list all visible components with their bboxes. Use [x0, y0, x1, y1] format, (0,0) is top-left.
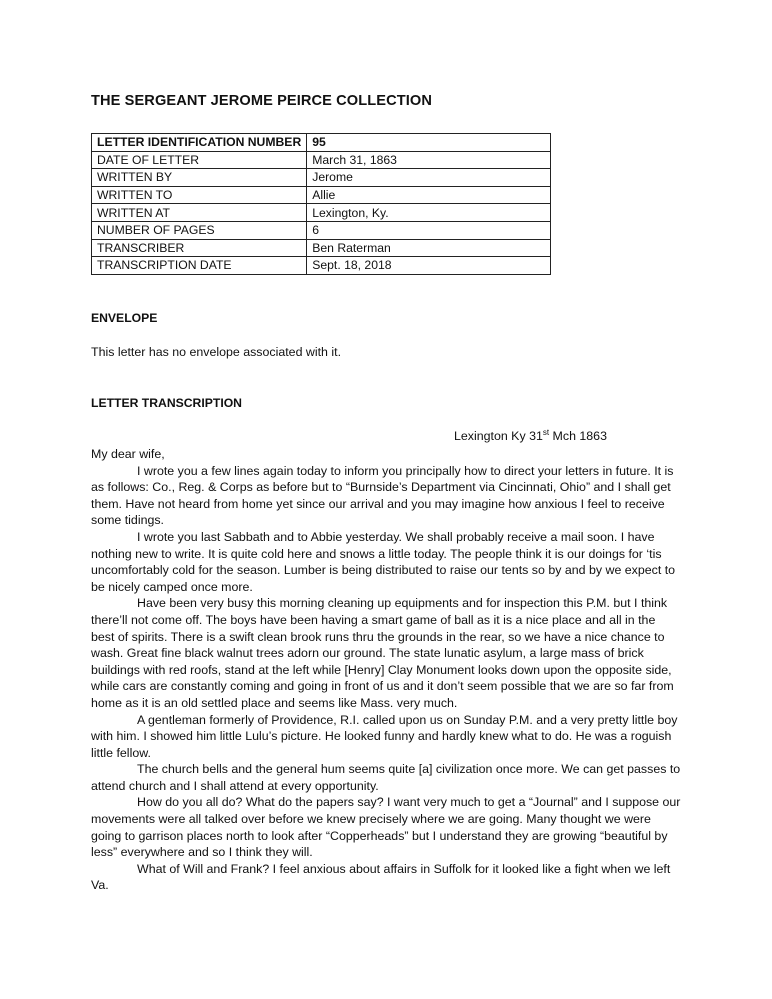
- envelope-heading: ENVELOPE: [91, 311, 158, 325]
- envelope-text: This letter has no envelope associated with it.: [91, 345, 342, 359]
- letter-paragraph: I wrote you a few lines again today to inform you principally how to direct your letters in future. It is as follows: Co., Reg. & Corps as before but to “Burnside’s Department via Cincinnati, Ohio” and I shall get them. Have not heard from home yet since our arrival and you may imagine how anxious I feel to receive some tidings.: [91, 463, 674, 528]
- transcription-heading: LETTER TRANSCRIPTION: [91, 396, 242, 410]
- letter-metadata-table: [91, 133, 551, 275]
- table-key: WRITTEN TO: [92, 186, 307, 204]
- letter-paragraph: Have been very busy this morning cleaning up equipments and for inspection this P.M. but I think there’ll not come off. The boys have been having a smart game of ball as it is a nice place and all in the best of spirits. There is a swift clean brook runs thru the grounds in the rear, so we have a nice chance to wash. Great fine black walnut trees adorn our ground. The state lunatic asylum, a large mass of brick buildings with red roofs, stand at the left while [Henry] Clay Monument looks down upon the opposite side, while cars are constantly coming and going in front of us and it don’t seem possible that we are so far from home as it is an old settled place and seems like Mass. very much.: [91, 596, 674, 710]
- table-row: [92, 186, 551, 204]
- table-row: [92, 169, 551, 187]
- table-key: NUMBER OF PAGES: [92, 221, 307, 239]
- table-row: [92, 239, 551, 257]
- letter-body: [91, 446, 681, 894]
- table-row: [92, 151, 551, 169]
- table-key: TRANSCRIPTION DATE: [92, 257, 307, 275]
- table-key: TRANSCRIBER: [92, 239, 307, 257]
- table-key: LETTER IDENTIFICATION NUMBER: [92, 134, 307, 152]
- table-row: [92, 257, 551, 275]
- table-value: Jerome: [307, 169, 551, 187]
- dateline-place-day: Lexington Ky 31: [454, 429, 543, 443]
- letter-dateline: [454, 429, 607, 443]
- dateline-month-year: Mch 1863: [549, 429, 607, 443]
- letter-paragraph: How do you all do? What do the papers say? I want very much to get a “Journal” and I suppose our movements were all talked over before we knew precisely where we are going. Many thought we were going to garrison places north to look after “Copperheads” but I understand they are growing “beautiful by less” everywhere and so I think they will.: [91, 795, 681, 860]
- table-value: 95: [307, 134, 551, 152]
- table-key: WRITTEN BY: [92, 169, 307, 187]
- letter-paragraph: I wrote you last Sabbath and to Abbie yesterday. We shall probably receive a mail soon. I have nothing new to write. It is quite cold here and snows a little today. The people think it is our doings for ‘tis uncomfortably cold for the season. Lumber is being distributed to raise our tents so by and by we expect to be nicely camped once more.: [91, 529, 676, 594]
- page-title: THE SERGEANT JEROME PEIRCE COLLECTION: [91, 93, 433, 109]
- table-value: Lexington, Ky.: [307, 204, 551, 222]
- letter-paragraph: What of Will and Frank? I feel anxious about affairs in Suffolk for it looked like a fight when we left Va.: [91, 861, 671, 893]
- letter-paragraph: A gentleman formerly of Providence, R.I. called upon us on Sunday P.M. and a very pretty little boy with him. I showed him little Lulu’s picture. He looked funny and hardly knew what to do. He was a roguish little fellow.: [91, 712, 678, 760]
- dateline-ordinal: st: [542, 428, 550, 437]
- letter-paragraph: The church bells and the general hum seems quite [a] civilization once more. We can get passes to attend church and I shall attend at every opportunity.: [91, 762, 681, 793]
- letter-salutation: My dear wife,: [91, 447, 165, 461]
- table-value: Sept. 18, 2018: [307, 257, 551, 275]
- table-row: [92, 221, 551, 239]
- table-value: March 31, 1863: [307, 151, 551, 169]
- table-value: Ben Raterman: [307, 239, 551, 257]
- table-row: [92, 204, 551, 222]
- table-key: WRITTEN AT: [92, 204, 307, 222]
- table-key: DATE OF LETTER: [92, 151, 307, 169]
- table-row: [92, 134, 551, 152]
- table-value: Allie: [307, 186, 551, 204]
- table-value: 6: [307, 221, 551, 239]
